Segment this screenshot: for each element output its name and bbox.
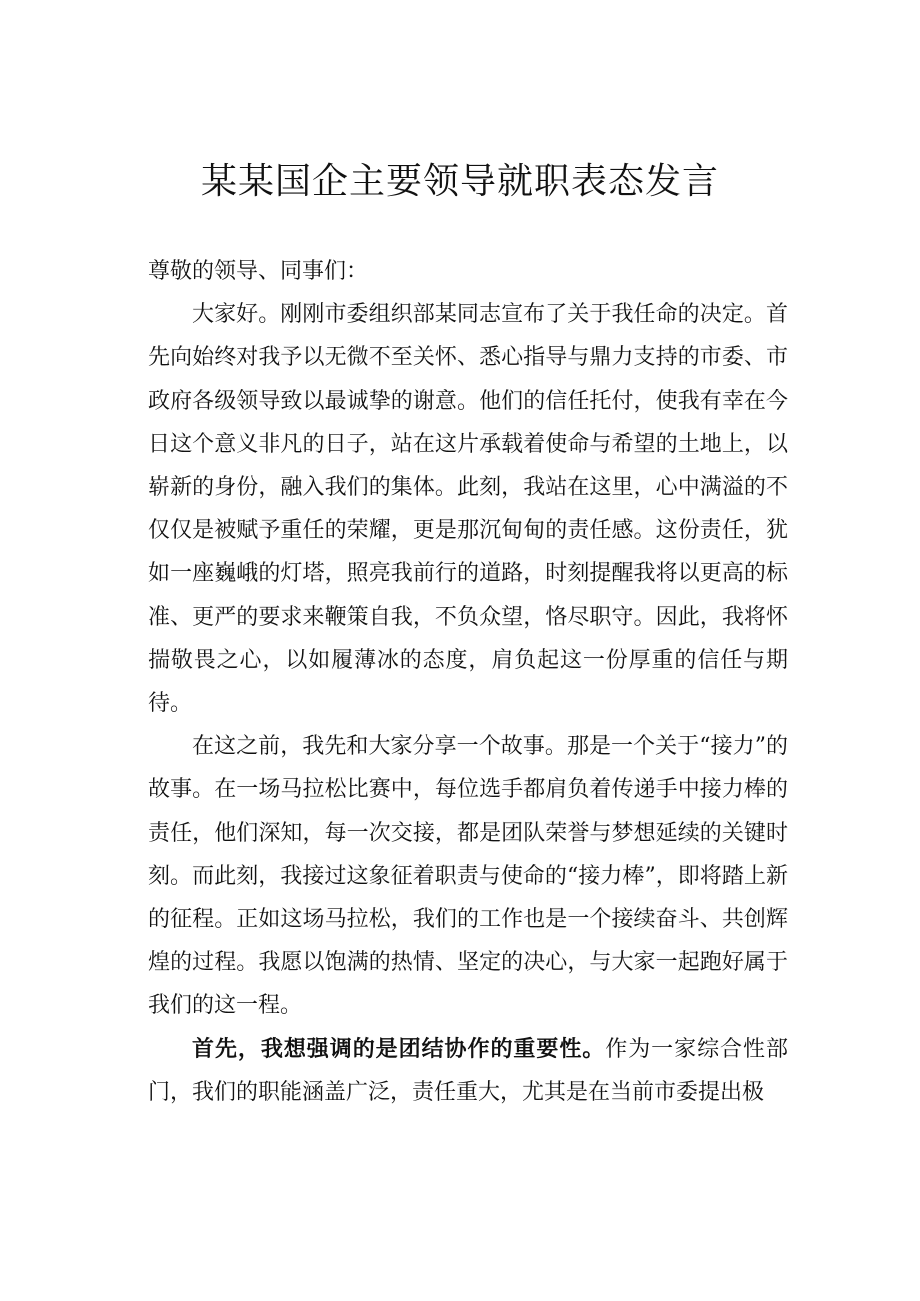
paragraph-3 [148, 1028, 788, 1114]
document-title: 某某国企主要领导就职表态发言 [200, 161, 719, 202]
paragraph-1: 大家好。刚刚市委组织部某同志宣布了关于我任命的决定。首先向始终对我予以无微不至关怀、悉心指导与鼎力支持的市委、市政府各级领导致以最诚挚的谢意。他们的信任托付，使我有幸在今日这个意义非凡的日子，站在这片承载着使命与希望的土地上，以崭新的身份，融入我们的集体。此刻，我站在这里，心中满溢的不仅仅是被赋予重任的荣耀，更是那沉甸甸的责任感。这份责任，犹如一座巍峨的灯塔，照亮我前行的道路，时刻提醒我将以更高的标准、更严的要求来鞭策自我，不负众望，恪尽职守。因此，我将怀揣敬畏之心，以如履薄冰的态度，肩负起这一份厚重的信任与期待。 [148, 302, 788, 717]
salutation: 尊敬的领导、同事们： [148, 259, 369, 284]
paragraph-3-bold-lead: 首先，我想强调的是团结协作的重要性。 [192, 1035, 606, 1062]
document-body [148, 250, 788, 1114]
paragraph-2: 在这之前，我先和大家分享一个故事。那是一个关于“接力”的故事。在一场马拉松比赛中，每位选手都肩负着传递手中接力棒的责任，他们深知，每一次交接，都是团队荣誉与梦想延续的关键时刻。而此刻，我接过这象征着职责与使命的“接力棒”，即将踏上新的征程。正如这场马拉松，我们的工作也是一个接续奋斗、共创辉煌的过程。我愿以饱满的热情、坚定的决心，与大家一起跑好属于我们的这一程。 [148, 734, 788, 1019]
paragraph-3-text: 作为一家综合性部门，我们的职能涵盖广泛，责任重大，尤其是在当前市委提出极 [148, 1036, 788, 1105]
